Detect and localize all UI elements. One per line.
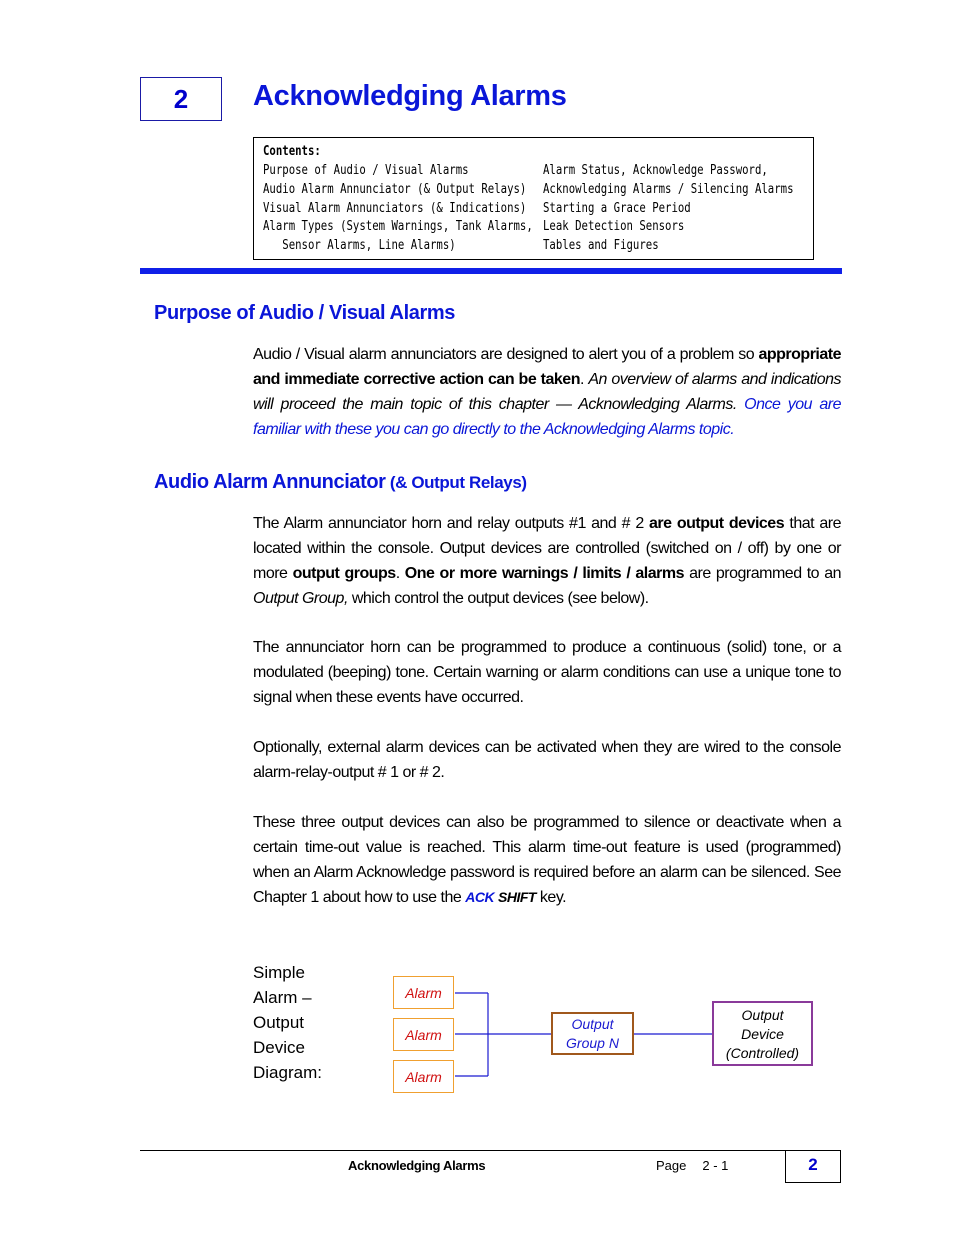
section-heading-purpose: Purpose of Audio / Visual Alarms	[154, 302, 455, 324]
output-device-label: Output	[741, 1007, 784, 1023]
footer-chapter-number: 2	[808, 1155, 818, 1174]
footer-divider	[140, 1150, 785, 1151]
alarm-box: Alarm	[393, 1060, 454, 1093]
contents-item[interactable]: Starting a Grace Period	[543, 200, 691, 216]
chapter-title: Acknowledging Alarms	[253, 80, 567, 112]
acknowledging-alarms-link[interactable]: Once you are familiar with these you can go directly to the Acknowledging Alarms topic.	[253, 396, 841, 438]
text-run: key.	[535, 889, 567, 906]
alarm-box: Alarm	[393, 1018, 454, 1051]
contents-item[interactable]: Alarm Types (System Warnings, Tank Alarms,	[263, 219, 533, 235]
text-run: that are located within the console. Output devices are controlled (switched on / off) by one or more	[253, 515, 842, 582]
output-device-label: (Controlled)	[725, 1045, 800, 1061]
diagram-label-line: Diagram:	[253, 1063, 322, 1082]
text-run: These three output devices can also be programmed to silence or deactivate when a certain time-out value is reached. This alarm time-out feature is used (programmed) when an Alarm Acknowledge password is required before an alarm can be silenced. See Chapter 1 about how to use the	[253, 814, 841, 906]
output-group-label: Output	[571, 1016, 614, 1032]
output-device-label: Device	[741, 1026, 784, 1042]
contents-item[interactable]: Sensor Alarms, Line Alarms)	[263, 238, 456, 254]
ack-key-label: ACK	[465, 889, 495, 905]
text-run-italic: An overview of alarms and indications will proceed the main topic of this chapter — Acknowledging Alarms.	[253, 371, 842, 413]
annunciator-paragraph-3: Optionally, external alarm devices can be activated when they are wired to the console alarm-relay-output # 1 or # 2.	[253, 739, 841, 781]
text-run-bold: appropriate and immediate corrective action can be taken	[253, 346, 841, 388]
text-run: .	[579, 371, 589, 388]
text-run-bold: output groups	[292, 565, 396, 582]
heading-sub: (& Output Relays)	[385, 473, 527, 492]
diagram-label-line: Alarm –	[253, 988, 312, 1007]
contents-item[interactable]: Tables and Figures	[543, 238, 659, 254]
footer-chapter-box	[785, 1150, 841, 1183]
contents-item[interactable]: Acknowledging Alarms / Silencing Alarms	[543, 181, 794, 197]
contents-heading: Contents:	[263, 144, 321, 159]
heading-main: Audio Alarm Annunciator	[154, 471, 386, 493]
contents-item[interactable]: Purpose of Audio / Visual Alarms	[263, 163, 469, 178]
alarm-box: Alarm	[393, 976, 454, 1009]
contents-item[interactable]: Leak Detection Sensors	[543, 219, 685, 235]
diagram-label-line: Output	[253, 1013, 305, 1032]
contents-item[interactable]: Alarm Status, Acknowledge Password,	[543, 163, 768, 178]
contents-item[interactable]: Audio Alarm Annunciator (& Output Relays)	[263, 181, 527, 197]
text-run: which control the output devices (see below).	[347, 590, 649, 607]
text-run: Audio / Visual alarm annunciators are designed to alert you of a problem so	[253, 346, 759, 363]
output-group-box	[551, 1012, 634, 1055]
text-run: are programmed to an	[684, 565, 842, 582]
text-run-bold: One or more warnings / limits / alarms	[404, 565, 684, 582]
text-run: The Alarm annunciator horn and relay outputs #1 and # 2	[253, 515, 650, 532]
output-device-box	[712, 1001, 813, 1066]
annunciator-paragraph-2: The annunciator horn can be programmed to produce a continuous (solid) tone, or a modulated (beeping) tone. Certain warning or alarm conditions can use a unique tone to signal when these events have occurred.	[253, 639, 841, 706]
footer-page	[656, 1158, 728, 1173]
text-run-bold: are output devices	[649, 515, 785, 532]
contents-item[interactable]: Visual Alarm Annunciators (& Indications)	[263, 200, 527, 216]
page-label: Page	[656, 1158, 687, 1173]
text-run-italic: Output Group,	[253, 590, 348, 607]
text-run: .	[395, 565, 405, 582]
output-group-label: Group N	[566, 1035, 619, 1051]
diagram-label-line: Device	[253, 1038, 305, 1057]
page-number: 2 - 1	[702, 1158, 729, 1173]
diagram-label-line: Simple	[253, 963, 305, 982]
shift-key-label: SHIFT	[498, 889, 536, 905]
chapter-number: 2	[173, 83, 189, 114]
footer-title: Acknowledging Alarms	[348, 1158, 486, 1173]
